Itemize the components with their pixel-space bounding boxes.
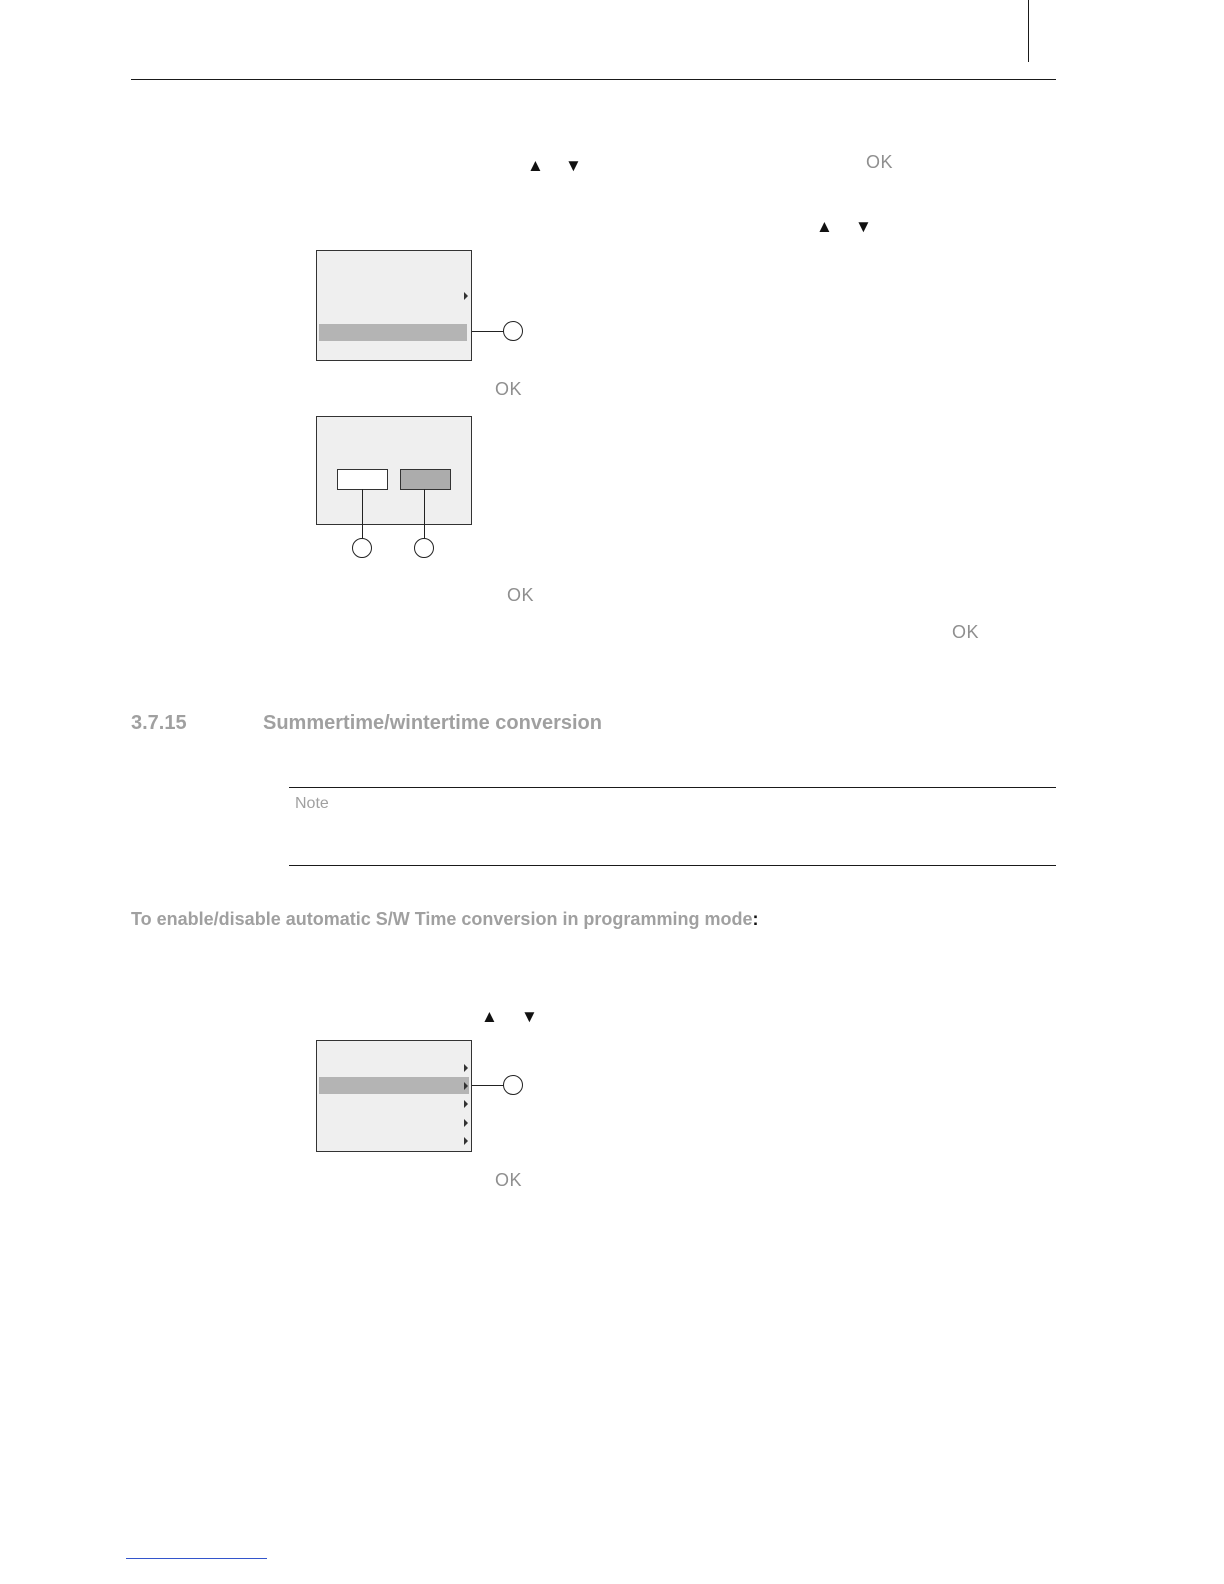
lcd-display-selection bbox=[316, 416, 472, 525]
lcd-display-menu bbox=[316, 250, 472, 361]
section-title: Summertime/wintertime conversion bbox=[263, 712, 602, 734]
down-arrow-key: ▼ bbox=[855, 217, 872, 236]
ok-key: OK bbox=[507, 585, 535, 605]
lcd-cursor-highlight bbox=[319, 1077, 469, 1094]
down-arrow-key: ▼ bbox=[521, 1007, 538, 1026]
page-edge-mark bbox=[1028, 0, 1029, 62]
footer-link-underline[interactable] bbox=[126, 1558, 267, 1559]
lcd-display-setup-menu bbox=[316, 1040, 472, 1152]
ok-key: OK bbox=[495, 1170, 523, 1190]
submenu-arrow-icon bbox=[464, 1137, 468, 1145]
submenu-arrow-icon bbox=[464, 1100, 468, 1108]
callout-marker bbox=[414, 538, 434, 558]
up-arrow-key: ▲ bbox=[481, 1007, 498, 1026]
procedure-heading-text: To enable/disable automatic S/W Time conversion in programming mode bbox=[131, 909, 753, 929]
note-top-rule bbox=[289, 787, 1056, 788]
callout-marker bbox=[503, 1075, 523, 1095]
down-arrow-key: ▼ bbox=[565, 156, 582, 175]
submenu-arrow-icon bbox=[464, 1119, 468, 1127]
callout-marker bbox=[503, 321, 523, 341]
ok-key: OK bbox=[866, 152, 894, 172]
up-arrow-key: ▲ bbox=[816, 217, 833, 236]
callout-leader bbox=[472, 331, 504, 332]
submenu-arrow-icon bbox=[464, 1064, 468, 1072]
callout-leader bbox=[424, 489, 425, 538]
note-label: Note bbox=[295, 795, 329, 812]
section-number: 3.7.15 bbox=[131, 712, 187, 734]
option-box-selected bbox=[400, 469, 451, 490]
up-arrow-key: ▲ bbox=[527, 156, 544, 175]
submenu-arrow-icon bbox=[464, 292, 468, 300]
callout-marker bbox=[352, 538, 372, 558]
procedure-heading bbox=[131, 909, 758, 930]
submenu-arrow-icon bbox=[464, 1082, 468, 1090]
lcd-cursor-highlight bbox=[319, 324, 467, 341]
callout-leader bbox=[472, 1085, 504, 1086]
note-bottom-rule bbox=[289, 865, 1056, 866]
option-box-unselected bbox=[337, 469, 388, 490]
ok-key: OK bbox=[495, 379, 523, 399]
header-rule bbox=[131, 79, 1056, 80]
ok-key: OK bbox=[952, 622, 980, 642]
procedure-heading-colon: : bbox=[752, 909, 759, 929]
callout-leader bbox=[362, 489, 363, 538]
